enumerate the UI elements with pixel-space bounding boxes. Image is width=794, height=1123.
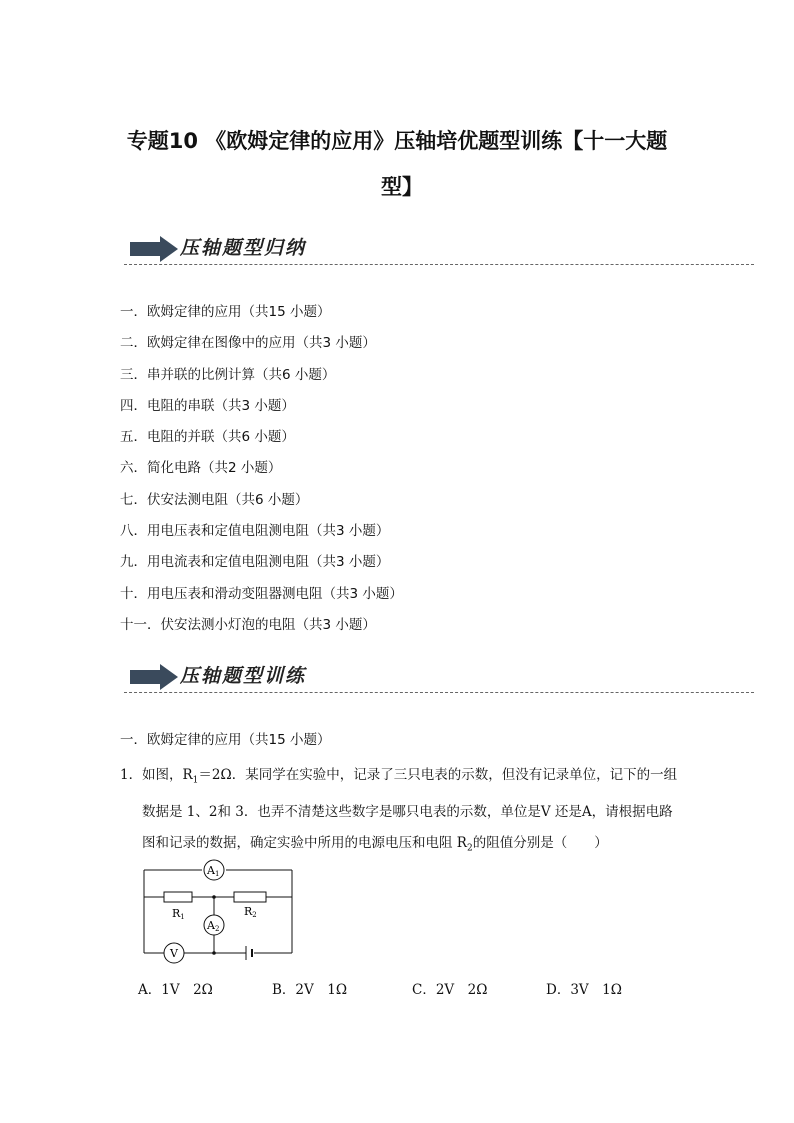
topic-item: 六．简化电路（共2 小题）: [120, 460, 282, 477]
topic-item: 八．用电压表和定值电阻测电阻（共3 小题）: [120, 523, 390, 540]
topic-item: 三．串并联的比例计算（共6 小题）: [120, 366, 336, 383]
section-banner-summary: [124, 230, 754, 270]
topic-item: 十．用电压表和滑动变阻器测电阻（共3 小题）: [120, 585, 403, 602]
circuit-diagram: [130, 855, 300, 967]
label-a2: A2: [207, 919, 220, 933]
resistor-r2: [234, 892, 266, 902]
dashed-divider: [124, 692, 754, 693]
section-banner-practice: [124, 658, 754, 698]
topic-item: 七．伏安法测电阻（共6 小题）: [120, 491, 309, 508]
topic-list: [120, 300, 403, 644]
title-line-2: 型】: [381, 175, 423, 199]
banner-label: 压轴题型训练: [180, 665, 307, 687]
section-heading: 一．欧姆定律的应用（共15 小题）: [120, 732, 331, 748]
resistor-r1: [164, 892, 192, 902]
title-line-1: 专题10 《欧姆定律的应用》压轴培优题型训练【十一大题: [126, 129, 668, 153]
banner-label: 压轴题型归纳: [180, 237, 307, 259]
topic-item: 一．欧姆定律的应用（共15 小题）: [120, 304, 331, 320]
label-v: V: [170, 947, 178, 960]
question-1: [120, 760, 680, 864]
label-r1: R1: [172, 907, 185, 921]
option-a[interactable]: A．1V 2Ω: [138, 982, 213, 998]
option-c[interactable]: C．2V 2Ω: [412, 982, 488, 998]
topic-item: 十一．伏安法测小灯泡的电阻（共3 小题）: [120, 616, 376, 633]
option-b[interactable]: B．2V 1Ω: [272, 982, 348, 998]
topic-item: 二．欧姆定律在图像中的应用（共3 小题）: [120, 335, 376, 352]
document-title: [0, 118, 794, 210]
topic-item: 四．电阻的串联（共3 小题）: [120, 397, 295, 414]
topic-item: 五．电阻的并联（共6 小题）: [120, 429, 295, 446]
question-text: 如图，$R_1=2\Omega$．某同学在实验中，记录了三只电表的示数，但没有记录单位，记下的一组数据是 1、2和 3．也弄不清楚这些数字是哪只电表的示数，单位是V 还是A，请根据电路图和记录的数据，确定实验中所用的电源电压和电阻 $R_2$的阻值分别是（ ）: [142, 767, 678, 854]
option-d[interactable]: D．3V 1Ω: [546, 982, 622, 998]
topic-item: 九．用电流表和定值电阻测电阻（共3 小题）: [120, 554, 390, 571]
label-a1: A1: [207, 864, 220, 878]
arrow-right-icon: [130, 664, 178, 690]
arrow-right-icon: [130, 236, 178, 262]
label-r2: R2: [244, 905, 257, 919]
question-number: 1．: [120, 767, 143, 783]
dashed-divider: [124, 264, 754, 265]
